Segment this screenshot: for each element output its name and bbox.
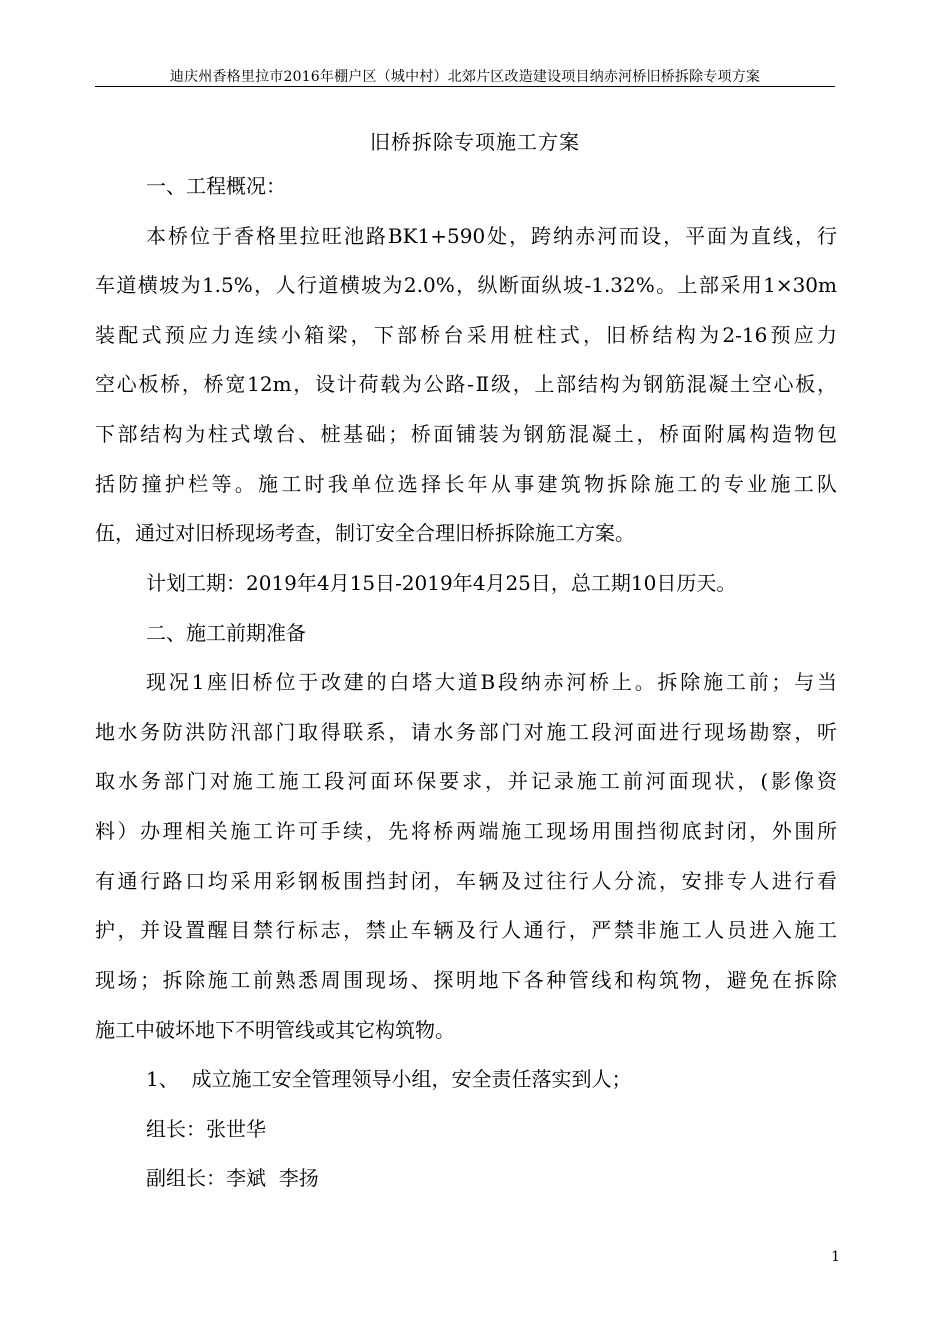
paragraph-line: 有通行路口均采用彩钢板围挡封闭，车辆及过往行人分流，安排专人进行看	[95, 869, 837, 893]
paragraph-line: 现场；拆除施工前熟悉周围现场、探明地下各种管线和构筑物，避免在拆除	[95, 968, 837, 992]
paragraph-line: 车道横坡为1.5%，人行道横坡为2.0%，纵断面纵坡-1.32%。上部采用1×30m	[95, 273, 837, 297]
page-number: 1	[831, 1249, 840, 1265]
list-item-1: 1、 成立施工安全管理领导小组，安全责任落实到人；	[146, 1067, 632, 1091]
paragraph-line: 伍，通过对旧桥现场考查，制订安全合理旧桥拆除施工方案。	[95, 521, 635, 545]
paragraph-line: 括防撞护栏等。施工时我单位选择长年从事建筑物拆除施工的专业施工队	[95, 472, 837, 496]
paragraph-line: 料）办理相关施工许可手续，先将桥两端施工现场用围挡彻底封闭，外围所	[95, 819, 837, 843]
schedule-line: 计划工期：2019年4月15日-2019年4月25日，总工期10日历天。	[146, 571, 737, 595]
paragraph-line: 地水务防洪防汛部门取得联系，请水务部门对施工段河面进行现场勘察，听	[95, 720, 837, 744]
section-heading-preparation: 二、施工前期准备	[146, 621, 306, 645]
deputy-leader-line: 副组长：李斌 李扬	[146, 1166, 319, 1190]
paragraph-line: 施工中破坏地下不明管线或其它构筑物。	[95, 1018, 455, 1042]
paragraph-line: 取水务部门对施工施工段河面环保要求，并记录施工前河面现状，(影像资	[95, 769, 837, 793]
paragraph-line: 护，并设置醒目禁行标志，禁止车辆及行人通行，严禁非施工人员进入施工	[95, 918, 837, 942]
document-title: 旧桥拆除专项施工方案	[370, 130, 580, 154]
section-heading-overview: 一、工程概况：	[146, 174, 286, 198]
header-divider	[95, 86, 835, 87]
team-leader-line: 组长：张世华	[146, 1117, 266, 1141]
paragraph-line: 空心板桥，桥宽12m，设计荷载为公路-Ⅱ级，上部结构为钢筋混凝土空心板，	[95, 372, 837, 396]
paragraph-line: 装配式预应力连续小箱梁，下部桥台采用桩柱式，旧桥结构为2-16预应力	[95, 323, 837, 347]
paragraph-line: 下部结构为柱式墩台、桩基础；桥面铺装为钢筋混凝土，桥面附属构造物包	[95, 422, 837, 446]
running-header: 迪庆州香格里拉市2016年棚户区（城中村）北郊片区改造建设项目纳赤河桥旧桥拆除专项方案	[169, 69, 761, 85]
paragraph-line: 本桥位于香格里拉旺池路BK1+590处，跨纳赤河而设，平面为直线，行	[146, 224, 837, 248]
paragraph-line: 现况1座旧桥位于改建的白塔大道B段纳赤河桥上。拆除施工前；与当	[146, 670, 837, 694]
